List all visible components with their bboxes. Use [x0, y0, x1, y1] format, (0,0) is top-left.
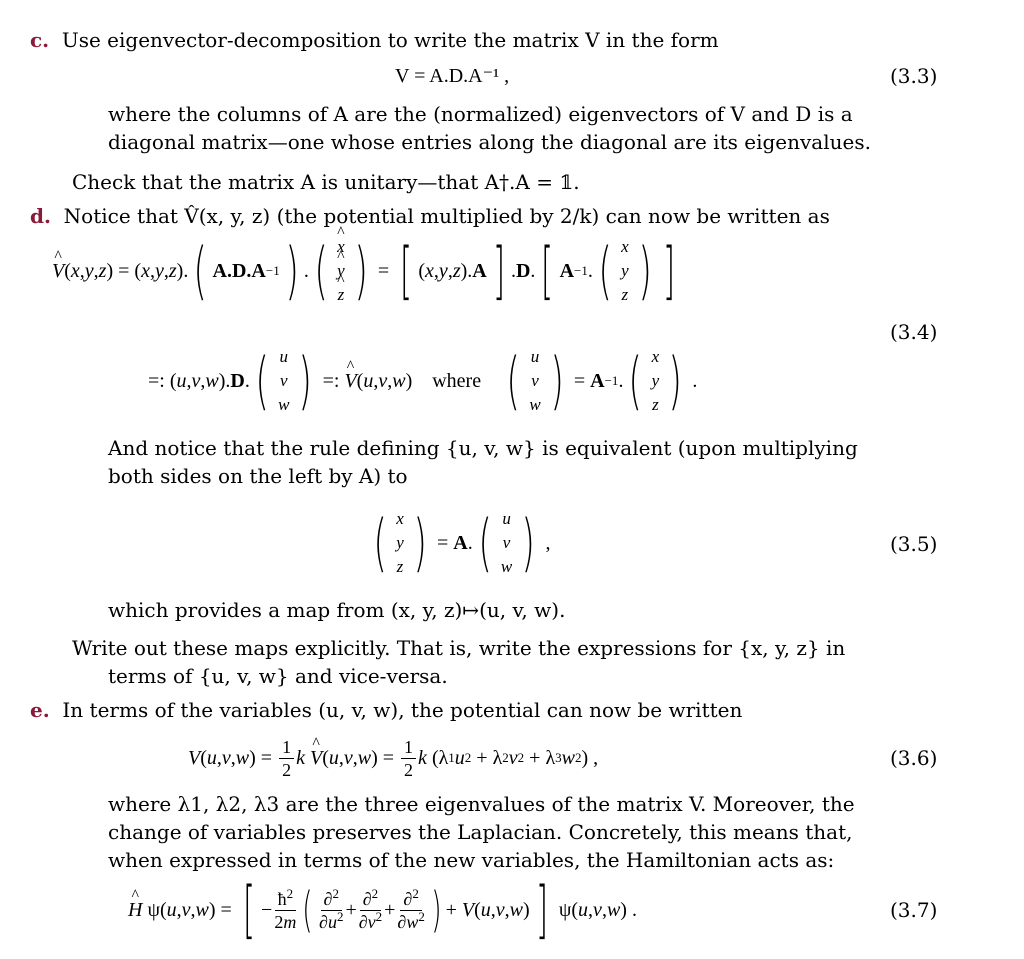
- item-e-line3: change of variables preserves the Laplacian. Concretely, this means that,: [108, 820, 853, 844]
- equation-3-4-row-2: =: ( u , v , w ). D . ( u v w ) =: ^ V ( u , v , w ) where ( u v w ) = A −1 . ( x y z ) .: [148, 346, 697, 416]
- equation-number-3-5: (3.5): [890, 532, 938, 556]
- item-label-e: e.: [30, 698, 50, 722]
- item-c-line3: diagonal matrix—one whose entries along the diagonal are its eigenvalues.: [108, 130, 871, 154]
- equation-3-6: V ( u , v , w ) = $\frac{1}{2}$ k ^ V ( u , v , w ) = $\frac{1}{2}$ k (λ 1 u 2 + λ 2 v 2 + λ 3 w 2 ) ,: [188, 730, 598, 786]
- item-d: [30, 202, 830, 230]
- item-e-line1: In terms of the variables (u, v, w), the potential can now be written: [62, 698, 743, 722]
- item-c-line1: Use eigenvector-decomposition to write the matrix V in the form: [61, 28, 719, 52]
- equation-number-3-6: (3.6): [890, 746, 938, 770]
- equation-number-3-7: (3.7): [890, 898, 938, 922]
- item-d-line2: And notice that the rule defining {u, v, w} is equivalent (upon multiplying: [108, 436, 858, 460]
- item-d-line6: terms of {u, v, w} and vice-versa.: [108, 664, 448, 688]
- equation-3-7: ^ H ψ( u , v , w ) = [ − $\frac{ħ^2}{2m}$ ( $\frac{\partial^2}{\partial u^2}$ + $\frac{\partial^2}{\partial v^2}$ + $\frac{\partial^2}{\partial w^2}$ ) + V ( u , v , w ) ] ψ( u , v , w ) .: [128, 880, 637, 940]
- item-e: [30, 696, 742, 724]
- item-d-line4: which provides a map from (x, y, z)↦(u, v, w).: [108, 598, 566, 622]
- equation-3-5: ( x y z ) = A . ( u v w ) ,: [373, 506, 551, 579]
- item-label-d: d.: [30, 204, 51, 228]
- item-c-line2: where the columns of A are the (normalized) eigenvectors of V and D is a: [108, 102, 853, 126]
- equation-number-3-4: (3.4): [890, 320, 938, 344]
- item-label-c: c.: [30, 28, 50, 52]
- item-c: [30, 26, 719, 54]
- item-c-line4: Check that the matrix A is unitary—that A†.A = 𝟙.: [72, 170, 580, 194]
- item-d-line1: Notice that V̂(x, y, z) (the potential multiplied by 2/k) can now be written as: [63, 204, 830, 228]
- equation-number-3-3: (3.3): [890, 64, 938, 88]
- item-e-line2: where λ1, λ2, λ3 are the three eigenvalues of the matrix V. Moreover, the: [108, 792, 855, 816]
- item-d-line3: both sides on the left by A) to: [108, 464, 408, 488]
- equation-3-3: V = A.D.A⁻¹ ,: [395, 65, 510, 87]
- item-e-line4: when expressed in terms of the new variables, the Hamiltonian acts as:: [108, 848, 835, 872]
- item-d-line5: Write out these maps explicitly. That is, write the expressions for {x, y, z} in: [72, 636, 846, 660]
- equation-3-4-row-1: ^ V ( x , y , z ) = ( x , y , z ). ( A.D.A −1 ) . ( ^ x ^ y ^ z ) = [ ( x , y , z ). A ] . D . [ A −1 . ( x y z ) ]: [52, 236, 681, 306]
